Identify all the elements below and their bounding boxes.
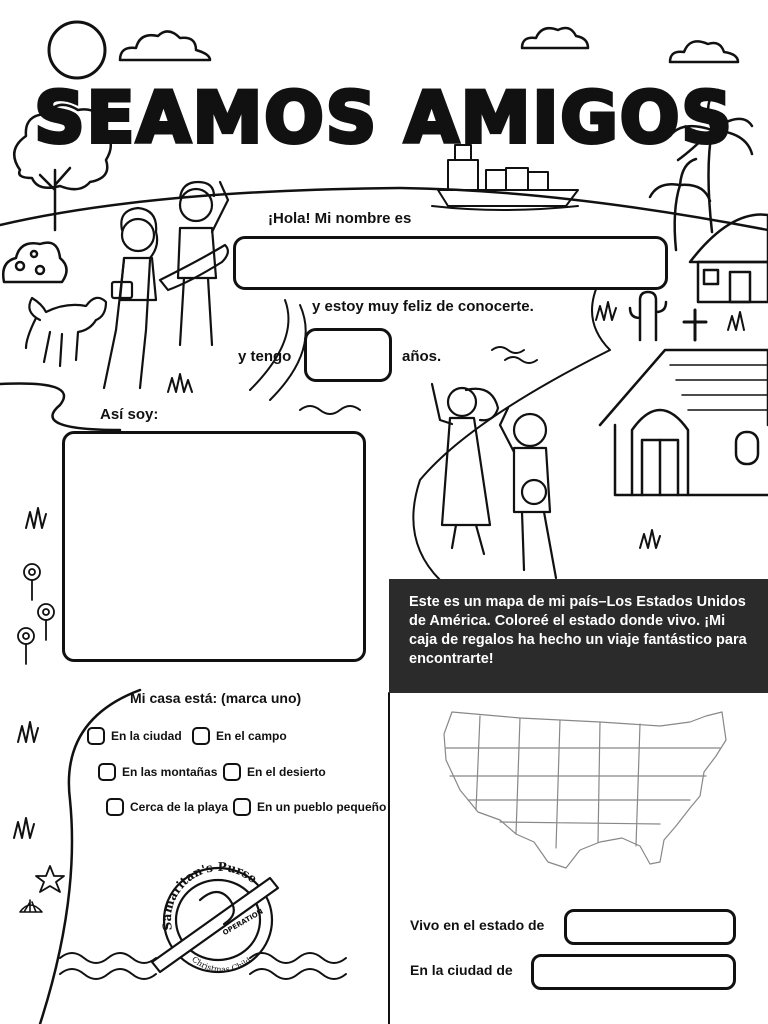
path-line — [413, 280, 610, 580]
starfish-icon — [36, 866, 64, 892]
greeting-label: ¡Hola! Mi nombre es — [268, 210, 412, 227]
church-icon — [600, 310, 768, 495]
age-field[interactable] — [304, 328, 392, 382]
map-caption: Este es un mapa de mi país–Los Estados Unidos de América. Coloreé el estado donde vivo. ¡Mi caja de regalos ha hecho un viaje fantástico para encontrarte! — [409, 594, 747, 667]
logo-operation: OPERATION — [221, 907, 265, 938]
logo — [150, 860, 290, 980]
path-line — [250, 300, 288, 390]
grass-icon — [728, 312, 744, 330]
option-beach[interactable] — [106, 798, 228, 816]
beach-checkbox[interactable] — [106, 798, 124, 816]
us-map-outline — [444, 712, 726, 868]
flower-icon — [18, 564, 54, 664]
cloud-icon — [670, 41, 738, 62]
city-label: En la ciudad de — [410, 962, 513, 978]
cloud-icon — [522, 28, 588, 48]
option-mountains[interactable] — [98, 763, 217, 781]
grass-icon — [168, 374, 192, 392]
mountains-checkbox[interactable] — [98, 763, 116, 781]
grass-icon — [14, 818, 34, 838]
wave — [60, 953, 156, 979]
age-suffix: años. — [402, 348, 442, 365]
name-field[interactable] — [233, 236, 668, 290]
happy-text: y estoy muy feliz de conocerte. — [312, 298, 534, 315]
option-town[interactable] — [233, 798, 386, 816]
cactus-icon — [630, 292, 666, 340]
age-prefix: y tengo — [238, 348, 292, 365]
about-label: Así soy: — [100, 406, 159, 423]
children-right-illustration — [432, 384, 556, 578]
page-title-text: SEAMOS AMIGOS — [34, 77, 734, 159]
option-country-label: En el campo — [216, 729, 287, 743]
option-town-label: En un pueblo pequeño — [257, 800, 387, 814]
bush-icon — [3, 243, 66, 282]
option-beach-label: Cerca de la playa — [130, 800, 229, 814]
about-drawing-box[interactable] — [62, 431, 366, 662]
state-field[interactable] — [564, 909, 736, 945]
logo-program: Christmas Child — [190, 954, 253, 975]
cloud-icon — [120, 31, 210, 60]
town-checkbox[interactable] — [233, 798, 251, 816]
logo-brand: Samaritan's Purse — [159, 860, 260, 932]
map-caption-panel — [389, 579, 768, 693]
dog-icon — [26, 298, 106, 366]
country-checkbox[interactable] — [192, 727, 210, 745]
desert-checkbox[interactable] — [223, 763, 241, 781]
grass-icon — [640, 530, 660, 548]
option-city[interactable] — [87, 727, 182, 745]
grass-icon — [596, 302, 616, 320]
grass-icon — [26, 508, 46, 528]
option-mountains-label: En las montañas — [122, 765, 218, 779]
home-prompt: Mi casa está: (marca uno) — [130, 690, 302, 706]
option-desert[interactable] — [223, 763, 326, 781]
page-title — [0, 70, 768, 160]
grass-icon — [18, 722, 38, 742]
option-desert-label: En el desierto — [247, 765, 326, 779]
city-checkbox[interactable] — [87, 727, 105, 745]
state-label: Vivo en el estado de — [410, 917, 545, 933]
shell-icon — [20, 900, 42, 912]
option-city-label: En la ciudad — [111, 729, 182, 743]
svg-text:Christmas Child — [190, 955, 253, 975]
option-country[interactable] — [192, 727, 287, 745]
city-field[interactable] — [531, 954, 736, 990]
